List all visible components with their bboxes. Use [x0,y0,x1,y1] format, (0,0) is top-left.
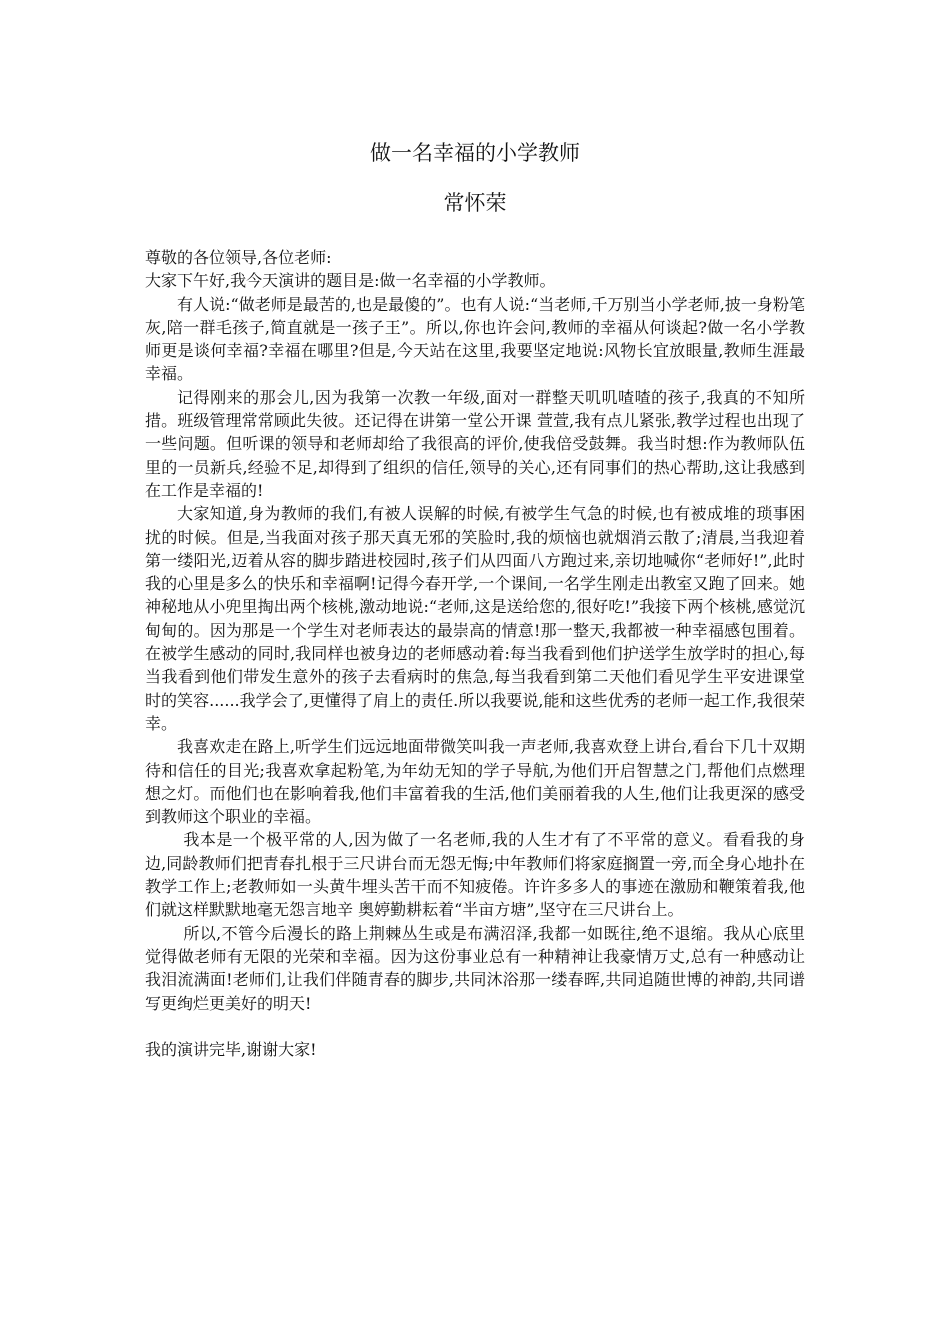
paragraph: 记得刚来的那会儿,因为我第一次教一年级,面对一群整天叽叽喳喳的孩子,我真的不知所措。班级管理常常顾此失彼。还记得在讲第一堂公开课 萱萱,我有点儿紧张,教学过程也出现了一些问题。但听课的领导和老师却给了我很高的评价,使我倍受鼓舞。我当时想:作为教师队伍里的一员新兵,经验不足,却得到了组织的信任,领导的关心,还有同事们的热心帮助,这让我感到在工作是幸福的! [145,387,805,500]
paragraph: 大家知道,身为教师的我们,有被人误解的时候,有被学生气急的时候,也有被成堆的琐事困扰的时候。但是,当我面对孩子那天真无邪的笑脸时,我的烦恼也就烟消云散了;清晨,当我迎着第一缕阳光,迈着从容的脚步踏进校园时,孩子们从四面八方跑过来,亲切地喊你“老师好!”,此时我的心里是多么的快乐和幸福啊!记得今春开学,一个课间,一名学生刚走出教室又跑了回来。她神秘地从小兜里掏出两个核桃,激动地说:“老师,这是送给您的,很好吃!”我接下两个核桃,感觉沉甸甸的。因为那是一个学生对老师表达的最崇高的情意!那一整天,我都被一种幸福感包围着。在被学生感动的同时,我同样也被身边的老师感动着:每当我看到他们护送学生放学时的担心,每当我看到他们带发生意外的孩子去看病时的焦急,每当我看到第二天他们看见学生平安进课堂时的笑容......我学会了,更懂得了肩上的责任.所以我要说,能和这些优秀的老师一起工作,我很荣幸。 [145,504,805,733]
document-author: 常怀荣 [443,191,507,215]
paragraph: 我本是一个极平常的人,因为做了一名老师,我的人生才有了不平常的意义。看看我的身边,同龄教师们把青春扎根于三尺讲台而无怨无悔;中年教师们将家庭搁置一旁,而全身心地扑在教学工作上;老教师如一头黄牛埋头苦干而不知疲倦。许许多多人的事迹在激励和鞭策着我,他们就这样默默地毫无怨言地辛 奥婷勤耕耘着“半亩方塘”,坚守在三尺讲台上。 [145,830,805,920]
paragraph: 我喜欢走在路上,听学生们远远地面带微笑叫我一声老师,我喜欢登上讲台,看台下几十双期待和信任的目光;我喜欢拿起粉笔,为年幼无知的学子导航,为他们开启智慧之门,帮他们点燃理想之灯。而他们也在影响着我,他们丰富着我的生活,他们美丽着我的人生,他们让我更深的感受到教师这个职业的幸福。 [145,737,805,827]
paragraph: 有人说:“做老师是最苦的,也是最傻的”。也有人说:“当老师,千万别当小学老师,披一身粉笔灰,陪一群毛孩子,简直就是一孩子王”。所以,你也许会问,教师的幸福从何谈起?做一名小学教师更是谈何幸福?幸福在哪里?但是,今天站在这里,我要坚定地说:风物长宜放眼量,教师生涯最幸福。 [145,294,805,384]
paragraph: 所以,不管今后漫长的路上荆棘丛生或是布满沼泽,我都一如既往,绝不退缩。我从心底里觉得做老师有无限的光荣和幸福。因为这份事业总有一种精神让我豪情万丈,总有一种感动让我泪流满面!老师们,让我们伴随青春的脚步,共同沐浴那一缕春晖,共同追随世博的神韵,共同谱写更绚烂更美好的明天! [145,923,805,1013]
document-title: 做一名幸福的小学教师 [370,141,580,165]
salutation: 尊敬的各位领导,各位老师: [145,248,332,267]
opening-line: 大家下午好,我今天演讲的题目是:做一名幸福的小学教师。 [145,271,556,291]
closing-line: 我的演讲完毕,谢谢大家! [145,1039,317,1059]
document-body [145,246,805,1061]
